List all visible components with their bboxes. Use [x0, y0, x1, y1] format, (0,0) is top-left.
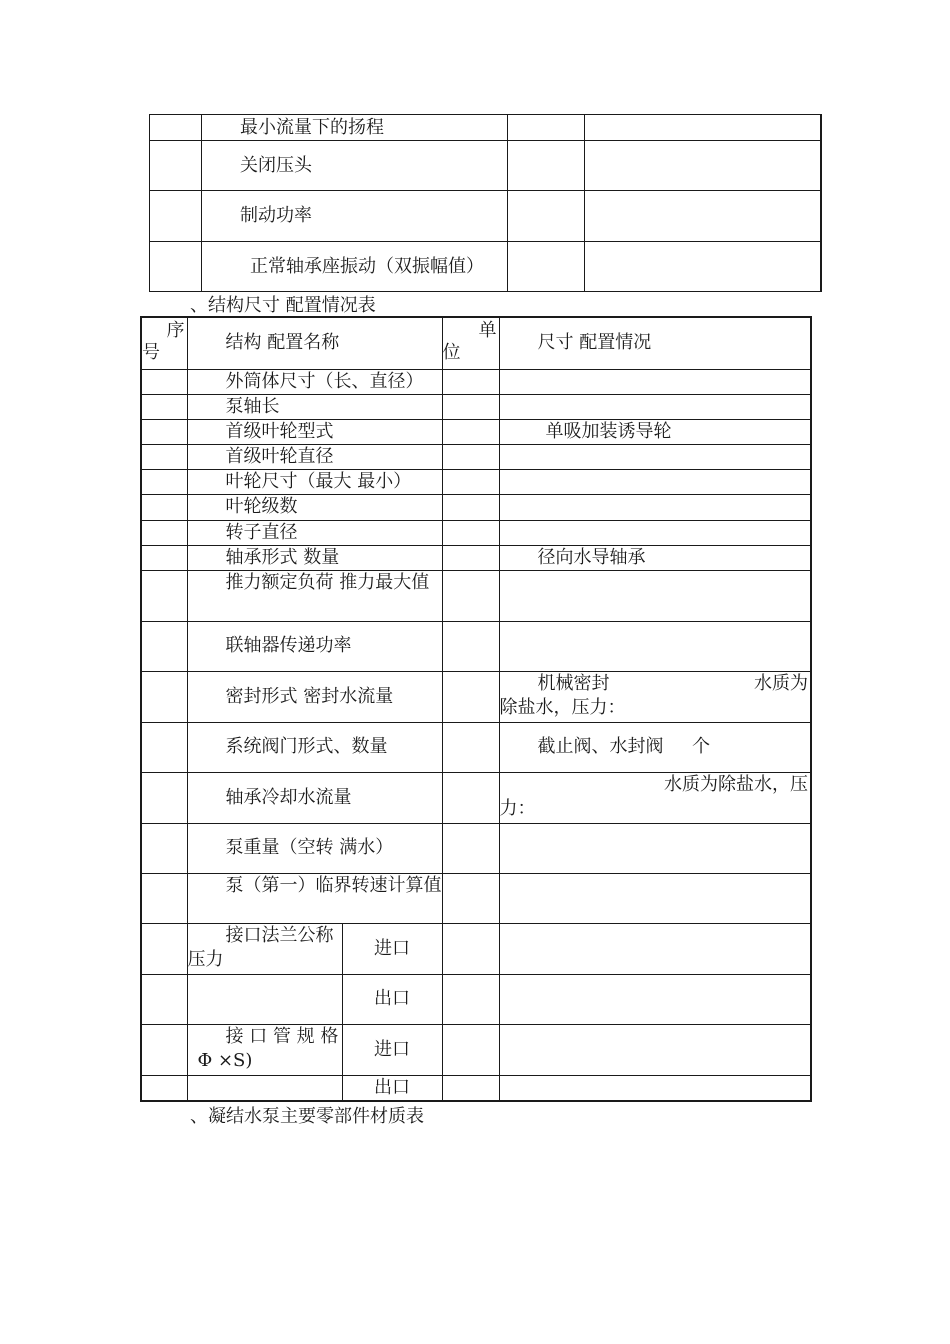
table-cell — [499, 1075, 811, 1101]
row-config: 截止阀、水封阀 个 — [499, 722, 811, 772]
table-row — [141, 394, 811, 419]
header-unit-top: 单 — [478, 320, 497, 341]
table-cell — [141, 469, 187, 494]
row-config — [499, 570, 811, 621]
pipe-name — [187, 1024, 342, 1075]
table-cell — [141, 494, 187, 520]
table-cell — [141, 369, 187, 394]
pipe-inlet: 进口 — [342, 1024, 442, 1075]
table-cell — [442, 444, 499, 469]
table-cell — [442, 823, 499, 873]
table-cell — [499, 974, 811, 1024]
row-name: 联轴器传递功率 — [187, 621, 442, 671]
table-cell — [442, 671, 499, 722]
row-name: 泵轴长 — [187, 394, 442, 419]
table-cell — [141, 923, 187, 974]
header-seq — [141, 317, 187, 369]
table-cell — [442, 621, 499, 671]
item-label: 制动功率 — [202, 191, 508, 242]
row-name: 密封形式 密封水流量 — [187, 671, 442, 722]
row-config: 径向水导轴承 — [499, 545, 811, 570]
flange-name: 接口法兰公称压力 — [187, 923, 342, 974]
table-cell — [141, 444, 187, 469]
table-row — [141, 494, 811, 520]
table-cell — [150, 115, 202, 141]
table-cell — [585, 141, 821, 191]
config-text: 水质为 — [754, 672, 809, 694]
table-cell — [585, 242, 821, 292]
table-cell — [141, 1024, 187, 1075]
table-row — [141, 520, 811, 545]
row-config — [499, 520, 811, 545]
table-cell — [442, 873, 499, 923]
table-cell — [508, 115, 585, 141]
section-caption: 、结构尺寸 配置情况表 — [190, 295, 376, 316]
table-cell — [442, 369, 499, 394]
table-cell — [442, 570, 499, 621]
table-cell — [442, 974, 499, 1024]
row-config: 单吸加装诱导轮 — [499, 419, 811, 444]
config-text: 水质为除盐水，压 — [664, 773, 809, 795]
config-text: 机械密封 — [537, 672, 610, 694]
table-cell — [585, 191, 821, 242]
row-config — [499, 671, 811, 722]
table-row — [150, 242, 822, 292]
row-config — [499, 873, 811, 923]
table-cell — [508, 191, 585, 242]
table-cell — [442, 520, 499, 545]
table-row — [141, 419, 811, 444]
table-cell — [141, 419, 187, 444]
table-cell — [141, 545, 187, 570]
table-row — [141, 545, 811, 570]
table-cell — [442, 1075, 499, 1101]
table-cell — [442, 722, 499, 772]
header-config: 尺寸 配置情况 — [499, 317, 811, 369]
row-name: 泵（第一）临界转速计算值 — [187, 873, 442, 923]
header-seq-bottom: 号 — [142, 342, 160, 363]
table-cell — [442, 923, 499, 974]
table-row — [141, 369, 811, 394]
table-cell — [141, 974, 187, 1024]
table-cell — [141, 823, 187, 873]
table-cell — [508, 242, 585, 292]
pipe-name-line1: 接 口 管 规 格 — [225, 1025, 339, 1047]
row-config — [499, 621, 811, 671]
table-cell — [141, 722, 187, 772]
table-cell — [141, 621, 187, 671]
row-name: 叶轮级数 — [187, 494, 442, 520]
config-text: 除盐水，压力： — [499, 696, 626, 718]
flange-outlet: 出口 — [342, 974, 442, 1024]
table-row — [150, 141, 822, 191]
table-row — [150, 191, 822, 242]
table-cell — [141, 570, 187, 621]
table-cell — [442, 394, 499, 419]
table-cell — [442, 772, 499, 823]
item-label: 关闭压头 — [202, 141, 508, 191]
row-config — [499, 772, 811, 823]
header-seq-top: 序 — [166, 320, 185, 341]
header-unit-bottom: 位 — [442, 342, 461, 363]
table-cell — [585, 115, 821, 141]
row-name: 轴承冷却水流量 — [187, 772, 442, 823]
config-line — [500, 672, 811, 696]
table-header-row — [141, 317, 811, 369]
table-row — [150, 115, 822, 141]
table-row — [141, 621, 811, 671]
table-row — [141, 1024, 811, 1075]
performance-table — [149, 114, 822, 292]
table-row — [141, 1075, 811, 1101]
header-unit — [442, 317, 499, 369]
table-cell — [187, 1075, 342, 1101]
table-row — [141, 873, 811, 923]
table-cell — [499, 1024, 811, 1075]
table-cell — [141, 873, 187, 923]
table-row — [141, 923, 811, 974]
table-cell — [150, 141, 202, 191]
table-cell — [442, 419, 499, 444]
row-config — [499, 394, 811, 419]
table-cell — [141, 671, 187, 722]
table-cell — [141, 772, 187, 823]
table-row — [141, 469, 811, 494]
row-config — [499, 823, 811, 873]
table-cell — [442, 545, 499, 570]
table-cell — [442, 469, 499, 494]
row-name: 转子直径 — [187, 520, 442, 545]
structure-config-table — [140, 316, 812, 1102]
row-name: 外筒体尺寸（长、直径） — [187, 369, 442, 394]
section-caption: 、凝结水泵主要零部件材质表 — [190, 1106, 424, 1127]
config-text: 力： — [499, 797, 536, 819]
table-row — [141, 671, 811, 722]
table-cell — [499, 923, 811, 974]
row-name: 泵重量（空转 满水） — [187, 823, 442, 873]
item-label: 最小流量下的扬程 — [202, 115, 508, 141]
table-cell — [508, 141, 585, 191]
row-name: 叶轮尺寸（最大 最小） — [187, 469, 442, 494]
table-cell — [187, 974, 342, 1024]
pipe-outlet: 出口 — [342, 1075, 442, 1101]
row-config — [499, 469, 811, 494]
row-name: 轴承形式 数量 — [187, 545, 442, 570]
row-config — [499, 369, 811, 394]
table-cell — [141, 394, 187, 419]
table-cell — [442, 1024, 499, 1075]
row-name: 系统阀门形式、数量 — [187, 722, 442, 772]
table-row — [141, 772, 811, 823]
row-config — [499, 494, 811, 520]
table-row — [141, 444, 811, 469]
row-name: 推力额定负荷 推力最大值 — [187, 570, 442, 621]
table-row — [141, 823, 811, 873]
item-label: 正常轴承座振动（双振幅值） — [202, 242, 508, 292]
pipe-name-line2: Φ ×S) — [197, 1049, 253, 1071]
row-name: 首级叶轮型式 — [187, 419, 442, 444]
table-row — [141, 570, 811, 621]
table-cell — [141, 520, 187, 545]
table-cell — [442, 494, 499, 520]
flange-inlet: 进口 — [342, 923, 442, 974]
row-name: 首级叶轮直径 — [187, 444, 442, 469]
row-config — [499, 444, 811, 469]
table-row — [141, 722, 811, 772]
header-name: 结构 配置名称 — [187, 317, 442, 369]
table-cell — [150, 191, 202, 242]
table-cell — [141, 1075, 187, 1101]
table-cell — [150, 242, 202, 292]
table-row — [141, 974, 811, 1024]
